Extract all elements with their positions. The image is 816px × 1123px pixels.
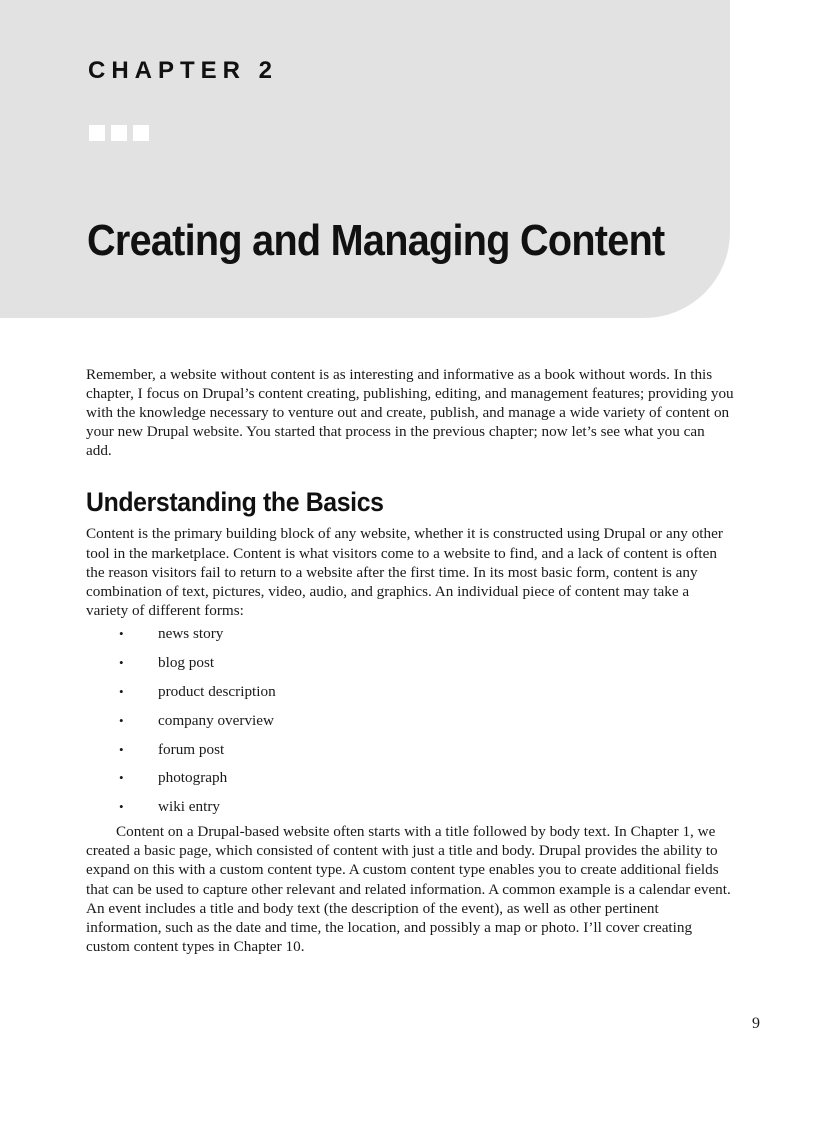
section-paragraph-1: Content is the primary building block of any website, whether it is constructed using Drupal or any other tool in the marketplace. Content is what visitors come to a website to find, and a lack of content is often the reason visitors fail to return to a website after the first time. In its most basic form, content is any combination of text, pictures, video, audio, and graphics. An individual piece of content may take a variety of different forms: xyxy=(86,525,723,619)
ornament-square xyxy=(133,125,149,141)
list-item-text: news story xyxy=(158,624,224,642)
section-heading: Understanding the Basics xyxy=(86,487,384,518)
bullet-icon: • xyxy=(119,654,124,670)
ornament-square xyxy=(89,125,105,141)
list-item xyxy=(119,649,734,678)
content-types-list xyxy=(86,620,734,822)
ornament-square xyxy=(111,125,127,141)
list-item xyxy=(119,620,734,649)
list-item-text: photograph xyxy=(158,769,228,787)
list-item xyxy=(119,793,734,822)
bullet-icon: • xyxy=(119,683,124,699)
bullet-icon: • xyxy=(119,799,124,815)
bullet-icon: • xyxy=(119,770,124,786)
list-item-text: wiki entry xyxy=(158,798,221,816)
page-number: 9 xyxy=(752,1015,760,1032)
section-paragraph-2: Content on a Drupal-based website often starts with a title followed by body text. In Chapter 1, we created a basic page, which consisted of content with just a title and body. Drupal provides the ability to expand on this with a custom content type. A custom content type enables you to create additional fields that can be used to capture other relevant and related information. A common example is a calendar event. An event includes a title and body text (the description of the event), as well as other pertinent information, such as the date and time, the location, and possibly a map or photo. I’ll cover creating custom content types in Chapter 10. xyxy=(86,823,731,955)
bullet-icon: • xyxy=(119,625,124,641)
list-item-text: product description xyxy=(158,682,276,700)
list-item-text: forum post xyxy=(158,740,225,758)
list-item xyxy=(119,678,734,707)
page-body xyxy=(86,365,734,956)
chapter-ornament xyxy=(89,125,149,141)
list-item xyxy=(119,707,734,736)
chapter-title: Creating and Managing Content xyxy=(87,216,665,265)
chapter-label: CHAPTER 2 xyxy=(88,57,279,84)
list-item-text: company overview xyxy=(158,711,274,729)
chapter-header-band xyxy=(0,0,730,318)
list-item xyxy=(119,764,734,793)
bullet-icon: • xyxy=(119,741,124,757)
intro-paragraph: Remember, a website without content is as interesting and informative as a book without words. In this chapter, I focus on Drupal’s content creating, publishing, editing, and management features; providing you with the knowledge necessary to venture out and create, publish, and manage a wide variety of content on your new Drupal website. You started that process in the previous chapter; now let’s see what you can add. xyxy=(86,366,734,460)
list-item xyxy=(119,736,734,765)
list-item-text: blog post xyxy=(158,653,215,671)
bullet-icon: • xyxy=(119,712,124,728)
